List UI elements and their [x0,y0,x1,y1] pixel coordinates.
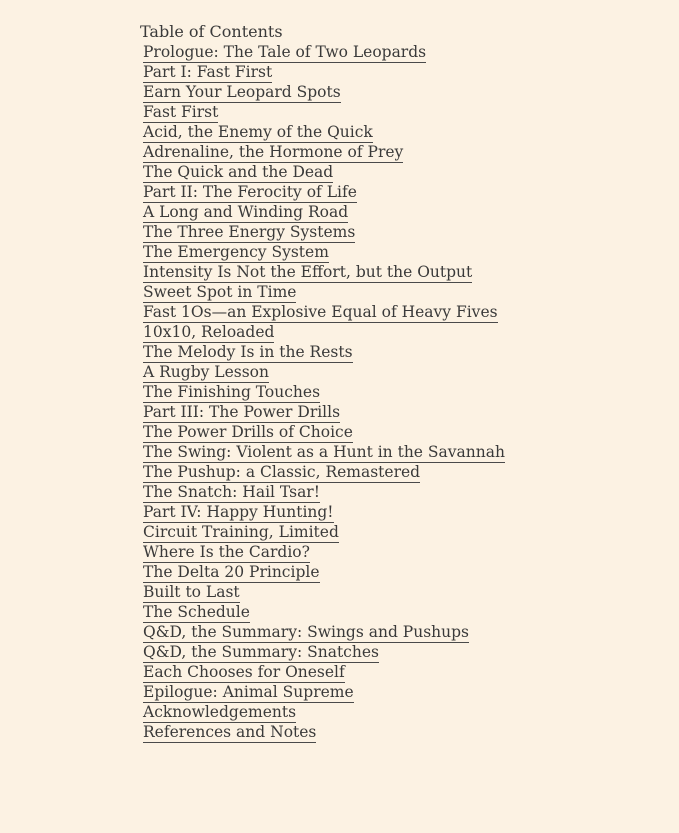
toc-link[interactable]: The Delta 20 Principle [143,563,320,581]
toc-link[interactable]: Part IV: Happy Hunting! [143,503,334,521]
toc-item [143,62,660,82]
toc-item [143,662,660,682]
toc-item [143,402,660,422]
toc-item [143,582,660,602]
toc-link[interactable]: Acid, the Enemy of the Quick [143,123,373,141]
toc-item [143,42,660,62]
toc-item [143,502,660,522]
toc-link[interactable]: Prologue: The Tale of Two Leopards [143,43,427,61]
toc-link[interactable]: Each Chooses for Oneself [143,663,345,681]
toc-item [143,342,660,362]
toc-item [143,602,660,622]
toc-item [143,382,660,402]
toc-link[interactable]: The Swing: Violent as a Hunt in the Savannah [143,443,505,461]
toc-item [143,262,660,282]
toc-item [143,542,660,562]
toc-item [143,362,660,382]
toc-item [143,302,660,322]
toc-link[interactable]: Earn Your Leopard Spots [143,83,341,101]
toc-item [143,202,660,222]
toc-link[interactable]: References and Notes [143,723,317,741]
toc-link[interactable]: The Quick and the Dead [143,163,334,181]
toc-link[interactable]: Part II: The Ferocity of Life [143,183,357,201]
toc-link[interactable]: The Snatch: Hail Tsar! [143,483,320,501]
toc-link[interactable]: Fast 1Os—an Explosive Equal of Heavy Fives [143,303,498,321]
toc-title: Table of Contents [140,22,283,41]
toc-link[interactable]: Q&D, the Summary: Swings and Pushups [143,623,470,641]
toc-link[interactable]: 10x10, Reloaded [143,323,275,341]
toc-item [143,322,660,342]
toc-item [143,282,660,302]
toc-link[interactable]: The Emergency System [143,243,329,261]
toc-item [143,162,660,182]
toc-item [143,122,660,142]
toc-item [143,442,660,462]
toc-item [143,622,660,642]
toc-item [143,682,660,702]
toc-item [143,142,660,162]
toc-item [143,642,660,662]
toc-link[interactable]: Circuit Training, Limited [143,523,339,541]
toc-item [143,102,660,122]
toc-list [140,42,660,742]
toc-item [143,422,660,442]
toc-item [143,242,660,262]
toc-link[interactable]: Where Is the Cardio? [143,543,310,561]
toc-link[interactable]: A Rugby Lesson [143,363,269,381]
toc-item [143,722,660,742]
toc-item [143,522,660,542]
toc-link[interactable]: Built to Last [143,583,240,601]
toc-link[interactable]: A Long and Winding Road [143,203,349,221]
toc-link[interactable]: Adrenaline, the Hormone of Prey [143,143,404,161]
table-of-contents [140,22,660,742]
toc-link[interactable]: The Melody Is in the Rests [143,343,353,361]
toc-item [143,482,660,502]
toc-item [143,82,660,102]
toc-item [143,182,660,202]
toc-item [143,702,660,722]
toc-link[interactable]: Part III: The Power Drills [143,403,341,421]
toc-item [143,222,660,242]
toc-link[interactable]: Acknowledgements [143,703,297,721]
toc-link[interactable]: Epilogue: Animal Supreme [143,683,354,701]
toc-link[interactable]: The Finishing Touches [143,383,321,401]
toc-link[interactable]: The Pushup: a Classic, Remastered [143,463,421,481]
toc-link[interactable]: Sweet Spot in Time [143,283,297,301]
toc-link[interactable]: Part I: Fast First [143,63,273,81]
toc-link[interactable]: Intensity Is Not the Effort, but the Output [143,263,473,281]
toc-link[interactable]: The Schedule [143,603,250,621]
toc-link[interactable]: Fast First [143,103,219,121]
toc-link[interactable]: Q&D, the Summary: Snatches [143,643,379,661]
toc-link[interactable]: The Power Drills of Choice [143,423,353,441]
toc-item [143,562,660,582]
toc-item [143,462,660,482]
toc-link[interactable]: The Three Energy Systems [143,223,356,241]
